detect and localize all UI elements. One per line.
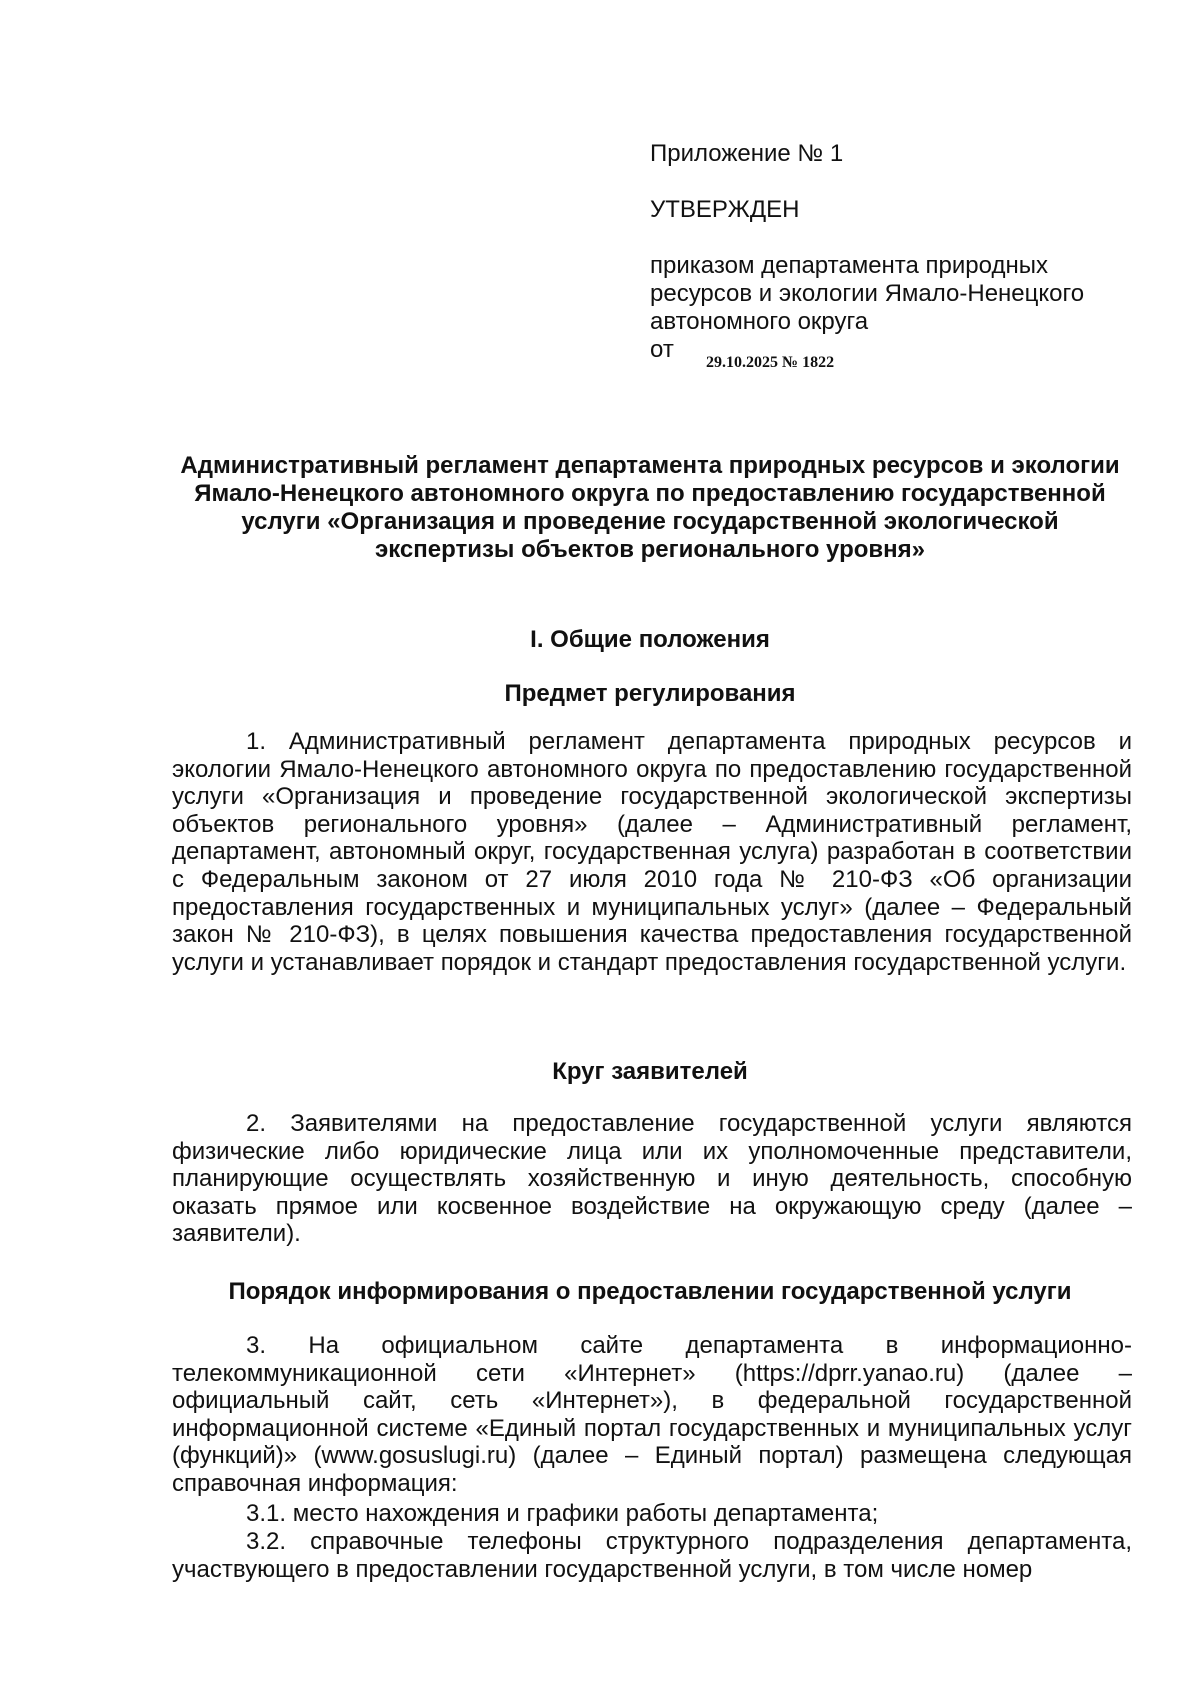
approval-block — [650, 140, 1150, 376]
order-line-3: автономного округа — [650, 308, 869, 335]
section-heading-applicants: Круг заявителей — [552, 1058, 748, 1085]
order-date-row — [650, 336, 1150, 376]
appendix-label: Приложение № 1 — [650, 140, 844, 167]
ot-label: от — [650, 336, 674, 363]
order-line-2: ресурсов и экологии Ямало-Ненецкого — [650, 280, 1085, 307]
section-heading-subject: Предмет регулирования — [504, 680, 796, 707]
approved-label: УТВЕРЖДЕН — [650, 196, 800, 223]
paragraph-3: 3. На официальном сайте департамента в информационно-телекоммуникационной сети «Интернет» (https://dprr.yanao.ru) (далее – официальный сайт, сеть «Интернет»), в федеральной государственной информационной системе «Единый портал государственных и муниципальных услуг (функций)» (www.gosuslugi.ru) (далее – Единый портал) размещена следующая справочная информация: — [172, 1332, 1132, 1497]
paragraph-2: 2. Заявителями на предоставление государственной услуги являются физические либо юридические лица или их уполномоченные представители, планирующие осуществлять хозяйственную и иную деятельность, способную оказать прямое или косвенное воздействие на окружающую среду (далее – заявители). — [172, 1110, 1132, 1248]
paragraph-3-1: 3.1. место нахождения и графики работы департамента; — [246, 1500, 879, 1527]
paragraph-1: 1. Административный регламент департамента природных ресурсов и экологии Ямало-Ненецкого автономного округа по предоставлению государственной услуги «Организация и проведение государственной экологической экспертизы объектов регионального уровня» (далее – Административный регламент, департамент, автономный округ, государственная услуга) разработан в соответствии с Федеральным законом от 27 июля 2010 года № 210-ФЗ «Об организации предоставления государственных и муниципальных услуг» (далее – Федеральный закон № 210-ФЗ), в целях повышения качества предоставления государственной услуги и устанавливает порядок и стандарт предоставления государственной услуги. — [172, 728, 1132, 976]
order-line-1: приказом департамента природных — [650, 252, 1048, 279]
document-title: Административный регламент департамента природных ресурсов и экологии Ямало-Ненецкого автономного округа по предоставлению государственной услуги «Организация и проведение государственной экологической экспертизы объектов регионального уровня» — [180, 452, 1120, 563]
paragraph-3-2: 3.2. справочные телефоны структурного подразделения департамента, участвующего в предоставлении государственной услуги, в том числе номер — [172, 1528, 1132, 1583]
section-heading-general: I. Общие положения — [530, 626, 770, 653]
section-heading-informing: Порядок информирования о предоставлении государственной услуги — [228, 1278, 1072, 1305]
order-date-number: 29.10.2025 № 1822 — [706, 354, 835, 371]
